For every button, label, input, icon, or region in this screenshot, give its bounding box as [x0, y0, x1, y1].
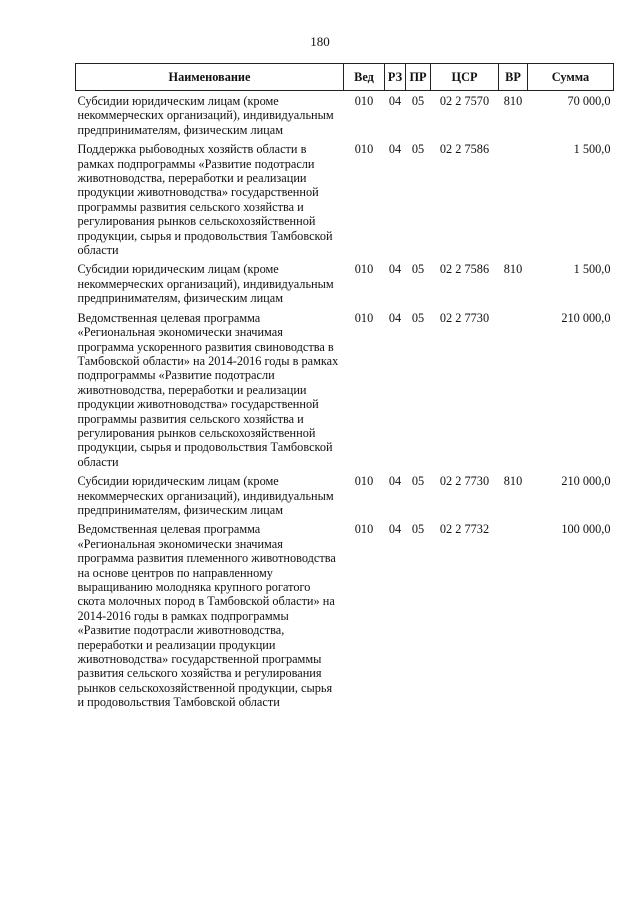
cell-ved: 010 [354, 142, 374, 157]
cell-sum: 100 000,0 [561, 522, 611, 537]
table-row [76, 257, 614, 305]
cell-sum: 1 500,0 [573, 262, 611, 277]
cell-ved: 010 [354, 262, 374, 277]
table-row [76, 517, 614, 709]
header-name: Наименование [76, 64, 344, 91]
cell-vr: 810 [503, 94, 523, 108]
cell-name: Субсидии юридическим лицам (кроме некоммерческих организаций), индивидуальным предпринимателям, физическим лицам [77, 94, 334, 137]
cell-pr: 05 [411, 522, 425, 537]
cell-csr: 02 2 7586 [439, 262, 490, 277]
cell-rz: 04 [388, 522, 402, 537]
cell-sum: 210 000,0 [561, 310, 611, 325]
cell-name: Поддержка рыбоводных хозяйств области в рамках подпрограммы «Развитие подотрасли животноводства, переработки и реализации продукции животноводства» государственной программы развития сельского хозяйства и регулирования рынков сельскохозяйственной продукции, сырья и продовольствия Тамбовской области [77, 142, 333, 258]
table-row [76, 306, 614, 469]
cell-sum: 210 000,0 [561, 474, 611, 489]
header-rz: РЗ [385, 64, 406, 91]
cell-pr: 05 [411, 310, 425, 325]
cell-vr [499, 306, 528, 469]
cell-name: Ведомственная целевая программа «Региональная экономически значимая программа развития племенного животноводства на основе центров по направленному выращиванию молодняка крупного рогатого скота молочных пород в Тамбовской области» на 2014-2016 годы в рамках подпрограммы «Развитие подотрасли животноводства, переработки и реализации продукции животноводства» государственной программы развития сельского хозяйства и регулирования рынков сельскохозяйственной продукции, сырья и продовольствия Тамбовской области [77, 522, 336, 710]
table-row [76, 91, 614, 138]
table-row [76, 137, 614, 257]
cell-pr: 05 [411, 474, 425, 489]
cell-rz: 04 [388, 310, 402, 325]
cell-pr: 05 [411, 142, 425, 157]
cell-vr: 810 [503, 262, 523, 277]
cell-vr [499, 517, 528, 709]
cell-rz: 04 [388, 262, 402, 277]
cell-ved: 010 [354, 522, 374, 537]
cell-sum: 1 500,0 [573, 142, 611, 157]
cell-vr [499, 137, 528, 257]
cell-rz: 04 [388, 94, 402, 108]
budget-table [75, 63, 614, 710]
cell-ved: 010 [354, 94, 374, 108]
cell-name: Субсидии юридическим лицам (кроме некоммерческих организаций), индивидуальным предпринимателям, физическим лицам [77, 262, 334, 306]
table-row [76, 469, 614, 517]
header-pr: ПР [406, 64, 431, 91]
cell-csr: 02 2 7732 [439, 522, 490, 537]
cell-ved: 010 [354, 474, 374, 489]
cell-rz: 04 [388, 474, 402, 489]
cell-name: Ведомственная целевая программа «Региональная экономически значимая программа ускоренного развития свиноводства в Тамбовской области» на 2014-2016 годы в рамках подпрограммы «Развитие подотрасли животноводства, переработки и реализации продукции животноводства» государственной программы развития сельского хозяйства и регулирования рынков сельскохозяйственной продукции, сырья и продовольствия Тамбовской области [77, 310, 339, 469]
cell-csr: 02 2 7730 [439, 310, 490, 325]
header-sum: Сумма [528, 64, 614, 91]
cell-sum: 70 000,0 [567, 94, 611, 108]
cell-csr: 02 2 7570 [439, 94, 490, 108]
header-vr: ВР [499, 64, 528, 91]
cell-pr: 05 [411, 262, 425, 277]
cell-vr: 810 [503, 474, 523, 489]
cell-rz: 04 [388, 142, 402, 157]
page-number: 180 [310, 34, 330, 49]
cell-ved: 010 [354, 310, 374, 325]
cell-pr: 05 [411, 94, 425, 108]
cell-csr: 02 2 7586 [439, 142, 490, 157]
cell-csr: 02 2 7730 [439, 474, 490, 489]
cell-name: Субсидии юридическим лицам (кроме некоммерческих организаций), индивидуальным предпринимателям, физическим лицам [77, 474, 334, 517]
table-header-row [76, 64, 614, 91]
header-ved: Вед [344, 64, 385, 91]
header-csr: ЦСР [431, 64, 499, 91]
